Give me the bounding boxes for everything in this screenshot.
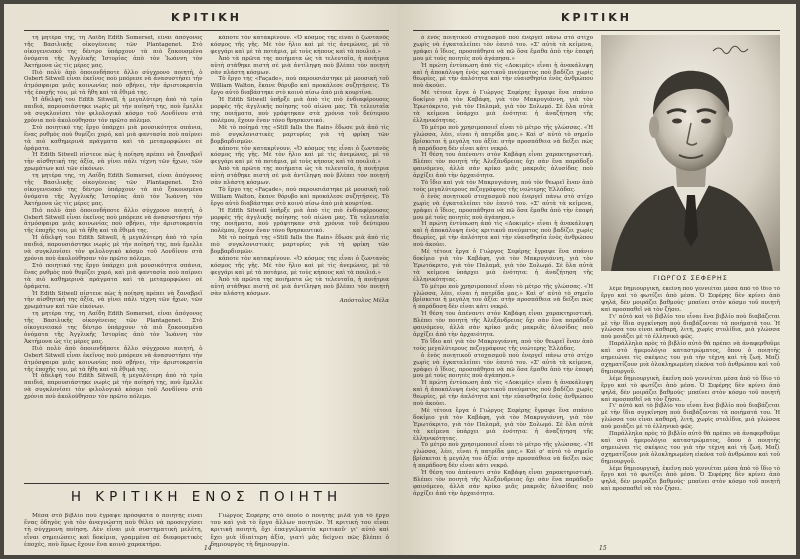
paragraph: ὁ ἐνὸς ποιητικοῦ στοχασμοῦ ποὺ ἐνεργεῖ πάνω στὸ στίχο χωρὶς νὰ ἐγκαταλείπει τὸν ἑαυτό του. «Σ' αὐτὰ τὰ κείμενα, γράφει ὁ ἴδιος, προσπάθησα νὰ πῶ ὅσα ἔμαθα ἀπὸ τὴν ἐπαφή μου μὲ τοὺς ποιητὲς ποὺ ἀγάπησα.» — [413, 193, 593, 221]
paragraph: κάποτε τὸν κατακρίνουν. «Ὁ κόσμος της εἶναι ὁ ζωντανὸς κόσμος τῆς γῆς. Μὲ τὸν ἥλιο καὶ μὲ τὶς ἀνεμώνες, μὲ τὸ φεγγάρι καὶ μὲ τὰ ποτάμια, μὲ τοὺς κήπους καὶ τὰ πουλιά.» — [210, 35, 389, 55]
left-top-columns — [24, 35, 389, 479]
paragraph: Ἡ θέση του ἀπέναντι στὸν Καβάφη εἶναι χαρακτηριστική. Βλέπει τὸν ποιητὴ τῆς Ἀλεξάνδρειας ὄχι σὰν ἕνα παράδοξο φαινόμενο, ἀλλὰ σὰν κρίκο μιᾶς μακριᾶς ἁλυσίδας ποὺ ἀρχίζει ἀπὸ τὴν ἀρχαιότητα. — [413, 470, 593, 497]
paragraph: Στὸ ποιητικό της ἔργο ὑπάρχει μιὰ μουσικότητα σπάνια, ἕνας ρυθμὸς ποὺ θυμίζει χορό, καὶ μιὰ φαντασία ποὺ παίρνει τὰ πιὸ καθημερινὰ πράγματα καὶ τὰ μεταμορφώνει σὲ ὁράματα. — [24, 262, 203, 290]
paragraph: τη μητέρα της, τη Λαίδη Edith Somerset, είναι ἀπόγονος τῆς Βασιλικῆς οἰκογένειας τῶν Plantagenet. Στὸ οἰκογενειακό της δέντρο ὑπάρχουν τὰ πιὸ ξακουσμένα ὀνόματα τῆς Ἀγγλικῆς Ἱστορίας ἀπὸ τὸν Ἰωάννη τὸν Ἀκτήμονα ὡς τὶς μέρες μας. — [24, 35, 203, 69]
paragraph: Ἀπὸ τὰ πρῶτα της ποιήματα ὡς τὰ τελευταῖα, ἡ ποιήτρια αὐτὴ στάθηκε πιστὴ σὲ μιὰ ἀντίληψη ποὺ βλέπει τὸν ποιητὴ σὰν πλάστη κόσμων. — [210, 276, 389, 297]
right-body — [413, 35, 780, 555]
paragraph: Παράλληλα πρὸς τὸ βιβλίο αὐτὸ θὰ πρέπει νὰ ἀναφερθοῦμε καὶ στὸ ἡμερολόγιο καταστρώματος, ὅπου ὁ ποιητὴς σημειώνει τὶς σκέψεις του γιὰ τὴν τέχνη καὶ τὴ ζωή. Μαζὶ σχηματίζουν μιὰ ὁλοκληρωμένη εἰκόνα τοῦ ἀνθρώπου καὶ τοῦ δημιουργοῦ. — [601, 431, 780, 465]
paragraph: Πιὸ πολὺ ἀπὸ ὁποιονδήποτε ἄλλο σύγχρονο ποιητή, ὁ Osbert Sitwell εἶναι ἐκεῖνος ποὺ μπόρεσε νὰ ἀνασυστήσει τὴν ἀτμόσφαιρα μιᾶς κοινωνίας ποὺ σβήνει, τὴν ἀριστοκρατία τῆς ἐποχῆς του, μὲ τὰ ἤθη καὶ τὰ ἔθιμά της. — [24, 69, 203, 97]
paragraph: Ἡ Edith Sitwell ὑπῆρξε μιὰ ἀπὸ τὶς πιὸ ἐνδιαφέρουσες μορφὲς τῆς ἀγγλικῆς ποίησης τοῦ αἰώνα μας. Τὰ τελευταῖα της ποιήματα, ποὺ γράφτηκαν στὰ χρόνια τοῦ δεύτερου πολέμου, ἔχουν ἕναν τόνο θρησκευτικό. — [210, 97, 389, 124]
paragraph: Τὸ ἴδιο καὶ γιὰ τὸν Μακρυγιάννη, ποὺ τὸν θεωρεῖ ἕναν ἀπὸ τοὺς μεγαλύτερους πεζογράφους τῆς νεώτερης Ἑλλάδας. — [413, 338, 593, 352]
author-signature: Απόστολος Μέλα — [339, 298, 389, 305]
paragraph: Γι' αὐτὸ καὶ τὸ βιβλίο του εἶναι ἕνα βιβλίο ποὺ διαβάζεται μὲ τὴν ἴδια συγκίνηση ποὺ διαβάζονται τὰ ποιήματά του. Ἡ γλώσσα του εἶναι καθαρή, λιτή, χωρὶς στολίδια, μιὰ γλώσσα ποὺ μοιάζει μὲ τὸ ἑλληνικὸ φῶς. — [601, 403, 780, 431]
paragraph: Μὲ τέτοια ἔργα ὁ Γιώργος Σεφέρης ἔγραψε ἕνα σπάνιο δοκίμιο γιὰ τὸν Καβάφη, γιὰ τὸν Μακρυγιάννη, γιὰ τὸν Ἐρωτόκριτο, γιὰ τὸν Παλαμᾶ, γιὰ τὸν Σολωμό. Σὲ ὅλα αὐτὰ τὰ κείμενα ὑπάρχει μιὰ ἐνότητα: ἡ ἀναζήτηση τῆς ἑλληνικότητας. — [413, 407, 593, 442]
paragraph: Πιὸ πολὺ ἀπὸ ὁποιονδήποτε ἄλλο σύγχρονο ποιητή, ὁ Osbert Sitwell εἶναι ἐκεῖνος ποὺ μπόρεσε νὰ ἀνασυστήσει τὴν ἀτμόσφαιρα μιᾶς κοινωνίας ποὺ σβήνει, τὴν ἀριστοκρατία τῆς ἐποχῆς του, μὲ τὰ ἤθη καὶ τὰ ἔθιμά της. — [24, 207, 203, 235]
paragraph: Ἡ Edith Sitwell πίστευε πὼς ἡ ποίηση πρέπει νὰ ξαναβρεῖ τὴν αἰσθητική της ἀξία, νὰ γίνει πάλι τέχνη τῶν ἤχων, τῶν χρωμάτων καὶ τῶν εἰκόνων. — [24, 290, 203, 311]
portrait-illustration — [601, 35, 780, 271]
running-head-right: ΚΡΙΤΙΚΗ — [413, 4, 780, 31]
left-bottom-column-2 — [211, 513, 390, 555]
right-column-2 — [601, 286, 780, 555]
paragraph: ὁ ἐνὸς ποιητικοῦ στοχασμοῦ ποὺ ἐνεργεῖ πάνω στὸ στίχο χωρὶς νὰ ἐγκαταλείπει τὸν ἑαυτό του. «Σ' αὐτὰ τὰ κείμενα, γράφει ὁ ἴδιος, προσπάθησα νὰ πῶ ὅσα ἔμαθα ἀπὸ τὴν ἐπαφή μου μὲ τοὺς ποιητὲς ποὺ ἀγάπησα.» — [413, 352, 593, 380]
paragraph: Μὲ τέτοια ἔργα ὁ Γιώργος Σεφέρης ἔγραψε ἕνα σπάνιο δοκίμιο γιὰ τὸν Καβάφη, γιὰ τὸν Μακρυγιάννη, γιὰ τὸν Ἐρωτόκριτο, γιὰ τὸν Παλαμᾶ, γιὰ τὸν Σολωμό. Σὲ ὅλα αὐτὰ τὰ κείμενα ὑπάρχει μιὰ ἐνότητα: ἡ ἀναζήτηση τῆς ἑλληνικότητας. — [413, 90, 593, 124]
paragraph: κάποτε τὸν κατακρίνουν. «Ὁ κόσμος της εἶναι ὁ ζωντανὸς κόσμος τῆς γῆς. Μὲ τὸν ἥλιο καὶ μὲ τὶς ἀνεμώνες, μὲ τὸ φεγγάρι καὶ μὲ τὰ ποτάμια, μὲ τοὺς κήπους καὶ τὰ πουλιά.» — [210, 145, 389, 166]
paragraph: Ἡ Edith Sitwell πίστευε πὼς ἡ ποίηση πρέπει νὰ ξαναβρεῖ τὴν αἰσθητική της ἀξία, νὰ γίνει πάλι τέχνη τῶν ἤχων, τῶν χρωμάτων καὶ τῶν εἰκόνων. — [24, 152, 203, 173]
paragraph: λέμε δημιουργικὴ, ἐκεῖνη ποὺ γεννιέται μέσα ἀπὸ τὸ ἴδιο τὸ ἔργο καὶ τὸ φωτίζει ἀπὸ μέσα. Ὁ Σεφέρης δὲν κρίνει ἀπὸ ψηλά, δὲν μοιράζει βαθμούς· μπαίνει στὸν κόσμο τοῦ ποιητῆ καὶ προσπαθεῖ νὰ τὸν ζήσει. — [601, 465, 780, 493]
paragraph: Τὸ μέτρο ποὺ χρησιμοποιεῖ εἶναι τὸ μέτρο τῆς γλώσσας. «Ἡ γλώσσα, λέει, εἶναι ἡ πατρίδα μας.» Καὶ σ' αὐτὸ τὸ σημεῖο βρίσκεται ἡ μεγάλη του ἀξία: στὴν προσπάθεια νὰ δείξει πὼς ἡ παράδοση δὲν εἶναι κάτι νεκρό. — [413, 442, 593, 470]
paragraph: λέμε δημιουργικὴ, ἐκεῖνη ποὺ γεννιέται μέσα ἀπὸ τὸ ἴδιο τὸ ἔργο καὶ τὸ φωτίζει ἀπὸ μέσα. Ὁ Σεφέρης δὲν κρίνει ἀπὸ ψηλά, δὲν μοιράζει βαθμούς· μπαίνει στὸν κόσμο τοῦ ποιητῆ καὶ προσπαθεῖ νὰ τὸν ζήσει. — [601, 375, 780, 403]
paragraph: Τὸ ἴδιο καὶ γιὰ τὸν Μακρυγιάννη, ποὺ τὸν θεωρεῖ ἕναν ἀπὸ τοὺς μεγαλύτερους πεζογράφους τῆς νεώτερης Ἑλλάδας. — [413, 180, 593, 193]
paragraph: κάποτε τὸν κατακρίνουν. «Ὁ κόσμος της εἶναι ὁ ζωντανὸς κόσμος τῆς γῆς. Μὲ τὸν ἥλιο καὶ μὲ τὶς ἀνεμώνες, μὲ τὸ φεγγάρι καὶ μὲ τὰ ποτάμια, μὲ τοὺς κήπους καὶ τὰ πουλιά.» — [210, 256, 389, 276]
paragraph: Πιὸ πολὺ ἀπὸ ὁποιονδήποτε ἄλλο σύγχρονο ποιητή, ὁ Osbert Sitwell εἶναι ἐκεῖνος ποὺ μπόρεσε νὰ ἀνασυστήσει τὴν ἀτμόσφαιρα μιᾶς κοινωνίας ποὺ σβήνει, τὴν ἀριστοκρατία τῆς ἐποχῆς του, μὲ τὰ ἤθη καὶ τὰ ἔθιμά της. — [24, 345, 203, 373]
running-head-left: ΚΡΙΤΙΚΗ — [24, 4, 389, 31]
paragraph: Γι' αὐτὸ καὶ τὸ βιβλίο του εἶναι ἕνα βιβλίο ποὺ διαβάζεται μὲ τὴν ἴδια συγκίνηση ποὺ διαβάζονται τὰ ποιήματά του. Ἡ γλώσσα του εἶναι καθαρή, λιτή, χωρὶς στολίδια, μιὰ γλώσσα ποὺ μοιάζει μὲ τὸ ἑλληνικὸ φῶς. — [601, 313, 780, 341]
right-page — [399, 4, 796, 555]
paragraph: Μὲ τὸ ποίημά της «Still falls the Rain» ἔδωσε μιὰ ἀπὸ τὶς πιὸ συγκλονιστικὲς μαρτυρίες γιὰ τὴ φρίκη τῶν βομβαρδισμῶν. — [210, 124, 389, 145]
magazine-spread — [4, 4, 796, 555]
paragraph: Στὸ ποιητικό της ἔργο ὑπάρχει μιὰ μουσικότητα σπάνια, ἕνας ρυθμὸς ποὺ θυμίζει χορό, καὶ μιὰ φαντασία ποὺ παίρνει τὰ πιὸ καθημερινὰ πράγματα καὶ τὰ μεταμορφώνει σὲ ὁράματα. — [24, 124, 203, 152]
paragraph: Παράλληλα πρὸς τὸ βιβλίο αὐτὸ θὰ πρέπει νὰ ἀναφερθοῦμε καὶ στὸ ἡμερολόγιο καταστρώματος, ὅπου ὁ ποιητὴς σημειώνει τὶς σκέψεις του γιὰ τὴν τέχνη καὶ τὴ ζωή. Μαζὶ σχηματίζουν μιὰ ὁλοκληρωμένη εἰκόνα τοῦ ἀνθρώπου καὶ τοῦ δημιουργοῦ. — [601, 341, 780, 375]
paragraph: Ἡ θέση του ἀπέναντι στὸν Καβάφη εἶναι χαρακτηριστική. Βλέπει τὸν ποιητὴ τῆς Ἀλεξάνδρειας ὄχι σὰν ἕνα παράδοξο φαινόμενο, ἀλλὰ σὰν κρίκο μιᾶς μακριᾶς ἁλυσίδας ποὺ ἀρχίζει ἀπὸ τὴν ἀρχαιότητα. — [413, 152, 593, 180]
paragraph: Ἡ πρώτη ἐντύπωση ἀπὸ τὶς «Δοκιμές» εἶναι ἡ ἀνακάλυψη καὶ ἡ ἀποκάλυψη ἑνὸς κριτικοῦ πνεύματος ποὺ βαδίζει χωρὶς θεωρίες, μὲ τὴν ἁπλότητα καὶ τὴν εὐαισθησία ἑνὸς ἀνθρώπου ποὺ ἀκούει. — [413, 380, 593, 408]
paragraph: Ἡ πρώτη ἐντύπωση ἀπὸ τὶς «Δοκιμές» εἶναι ἡ ἀνακάλυψη καὶ ἡ ἀποκάλυψη ἑνὸς κριτικοῦ πνεύματος ποὺ βαδίζει χωρὶς θεωρίες, μὲ τὴν ἁπλότητα καὶ τὴν εὐαισθησία ἑνὸς ἀνθρώπου ποὺ ἀκούει. — [413, 62, 593, 90]
paragraph: Τὸ μέτρο ποὺ χρησιμοποιεῖ εἶναι τὸ μέτρο τῆς γλώσσας. «Ἡ γλώσσα, λέει, εἶναι ἡ πατρίδα μας.» Καὶ σ' αὐτὸ τὸ σημεῖο βρίσκεται ἡ μεγάλη του ἀξία: στὴν προσπάθεια νὰ δείξει πὼς ἡ παράδοση δὲν εἶναι κάτι νεκρό. — [413, 124, 593, 152]
paragraph: Γιώργος Σεφέρης στὸ ὁποῖο ὁ ποιητὴς μιλᾶ γιὰ τὸ ἔργο του καὶ γιὰ τὸ ἔργο ἄλλων ποιητῶν. Ἡ κριτική του εἶναι κριτικὴ ποιητή, ὄχι ἐπαγγελματία κριτικοῦ· γι' αὐτὸ καὶ ἔχει μιὰ ἰδιαίτερη ἀξία, γιατὶ μᾶς δείχνει πῶς βλέπει ὁ δημιουργὸς τὴ δημιουργία. — [210, 513, 389, 548]
left-column-1 — [24, 35, 203, 479]
paragraph: Ἀπὸ τὰ πρῶτα της ποιήματα ὡς τὰ τελευταῖα, ἡ ποιήτρια αὐτὴ στάθηκε πιστὴ σὲ μιὰ ἀντίληψη ποὺ βλέπει τὸν ποιητὴ σὰν πλάστη κόσμων. — [210, 55, 389, 76]
paragraph: Μὲ τὸ ποίημά της «Still falls the Rain» ἔδωσε μιὰ ἀπὸ τὶς πιὸ συγκλονιστικὲς μαρτυρίες γιὰ τὴ φρίκη τῶν βομβαρδισμῶν. — [210, 235, 389, 256]
paragraph: Μὲ τέτοια ἔργα ὁ Γιώργος Σεφέρης ἔγραψε ἕνα σπάνιο δοκίμιο γιὰ τὸν Καβάφη, γιὰ τὸν Μακρυγιάννη, γιὰ τὸν Ἐρωτόκριτο, γιὰ τὸν Παλαμᾶ, γιὰ τὸν Σολωμό. Σὲ ὅλα αὐτὰ τὰ κείμενα ὑπάρχει μιὰ ἐνότητα: ἡ ἀναζήτηση τῆς ἑλληνικότητας. — [413, 249, 593, 283]
paragraph: Ἡ ἀδελφή του Edith Sitwell, ἡ μεγαλύτερη ἀπὸ τὰ τρία παιδιά, παρουσιάστηκε νωρὶς μὲ τὴν ποίησή της, ποὺ ἔμελλε νὰ συγκλονίσει τὸν φιλολογικὸ κόσμο τοῦ Λονδίνου στὰ χρόνια ποὺ ἀκολούθησαν τὸν πρῶτο πόλεμο. — [24, 373, 203, 401]
paragraph: Μέσα στὸ βιβλίο ποὺ ἔγραψε πρόσφατα ὁ ποιητὴς εἶναι ἕνας ὁδηγὸς γιὰ τὸν ἀναγνώστη ποὺ θέλει νὰ προσεγγίσει τὴ σύγχρονη ποίηση. Δὲν εἶναι μιὰ συστηματικὴ μελέτη, εἶναι σημειώσεις καὶ δοκίμια, γραμμένα σὲ διαφορετικὲς ἐποχὲς, ποὺ ὅμως ἔχουν ἕνα κοινὸ χαρακτήρα. — [24, 513, 203, 548]
right-column-1 — [413, 35, 593, 549]
left-bottom-column-1 — [24, 513, 203, 555]
paragraph: Τὸ ἔργο της «Façade», ποὺ παρουσιάστηκε μὲ μουσικὴ τοῦ William Walton, ἔκανε θόρυβο καὶ προκάλεσε συζητήσεις. Τὸ ἔργο αὐτὸ διαβάστηκε στὸ κοινὸ πίσω ἀπὸ μιὰ κουρτίνα. — [210, 186, 389, 207]
paragraph: ὁ ἐνὸς ποιητικοῦ στοχασμοῦ ποὺ ἐνεργεῖ πάνω στὸ στίχο χωρὶς νὰ ἐγκαταλείπει τὸν ἑαυτό του. «Σ' αὐτὰ τὰ κείμενα, γράφει ὁ ἴδιος, προσπάθησα νὰ πῶ ὅσα ἔμαθα ἀπὸ τὴν ἐπαφή μου μὲ τοὺς ποιητὲς ποὺ ἀγάπησα.» — [413, 35, 593, 62]
paragraph: τη μητέρα της, τη Λαίδη Edith Somerset, είναι ἀπόγονος τῆς Βασιλικῆς οἰκογένειας τῶν Plantagenet. Στὸ οἰκογενειακό της δέντρο ὑπάρχουν τὰ πιὸ ξακουσμένα ὀνόματα τῆς Ἀγγλικῆς Ἱστορίας ἀπὸ τὸν Ἰωάννη τὸν Ἀκτήμονα ὡς τὶς μέρες μας. — [24, 173, 203, 207]
paragraph: Τὸ ἔργο της «Façade», ποὺ παρουσιάστηκε μὲ μουσικὴ τοῦ William Walton, ἔκανε θόρυβο καὶ προκάλεσε συζητήσεις. Τὸ ἔργο αὐτὸ διαβάστηκε στὸ κοινὸ πίσω ἀπὸ μιὰ κουρτίνα. — [210, 76, 389, 97]
paragraph: Ἀπὸ τὰ πρῶτα της ποιήματα ὡς τὰ τελευταῖα, ἡ ποιήτρια αὐτὴ στάθηκε πιστὴ σὲ μιὰ ἀντίληψη ποὺ βλέπει τὸν ποιητὴ σὰν πλάστη κόσμων. — [210, 166, 389, 187]
right-column-1-wrapper — [413, 35, 593, 555]
page-number-left: 14 — [204, 545, 212, 552]
page-number-right: 15 — [599, 545, 607, 552]
right-column-2-wrapper — [601, 35, 780, 555]
portrait-caption: ΓΙΩΡΓΟΣ ΣΕΦΕΡΗΣ — [653, 274, 728, 282]
portrait-photo — [601, 35, 780, 271]
paragraph: Ἡ Edith Sitwell ὑπῆρξε μιὰ ἀπὸ τὶς πιὸ ἐνδιαφέρουσες μορφὲς τῆς ἀγγλικῆς ποίησης τοῦ αἰώνα μας. Τὰ τελευταῖα της ποιήματα, ποὺ γράφτηκαν στὰ χρόνια τοῦ δεύτερου πολέμου, ἔχουν ἕναν τόνο θρησκευτικό. — [210, 207, 389, 235]
paragraph: τη μητέρα της, τη Λαίδη Edith Somerset, είναι ἀπόγονος τῆς Βασιλικῆς οἰκογένειας τῶν Plantagenet. Στὸ οἰκογενειακό της δέντρο ὑπάρχουν τὰ πιὸ ξακουσμένα ὀνόματα τῆς Ἀγγλικῆς Ἱστορίας ἀπὸ τὸν Ἰωάννη τὸν Ἀκτήμονα ὡς τὶς μέρες μας. — [24, 311, 203, 345]
article-title: Η ΚΡΙΤΙΚΗ ΕΝΟΣ ΠΟΙΗΤΗ — [24, 483, 389, 505]
paragraph: Ἡ ἀδελφή του Edith Sitwell, ἡ μεγαλύτερη ἀπὸ τὰ τρία παιδιά, παρουσιάστηκε νωρὶς μὲ τὴν ποίησή της, ποὺ ἔμελλε νὰ συγκλονίσει τὸν φιλολογικὸ κόσμο τοῦ Λονδίνου στὰ χρόνια ποὺ ἀκολούθησαν τὸν πρῶτο πόλεμο. — [24, 97, 203, 124]
paragraph: Ἡ πρώτη ἐντύπωση ἀπὸ τὶς «Δοκιμές» εἶναι ἡ ἀνακάλυψη καὶ ἡ ἀποκάλυψη ἑνὸς κριτικοῦ πνεύματος ποὺ βαδίζει χωρὶς θεωρίες, μὲ τὴν ἁπλότητα καὶ τὴν εὐαισθησία ἑνὸς ἀνθρώπου ποὺ ἀκούει. — [413, 221, 593, 249]
paragraph: Ἡ θέση του ἀπέναντι στὸν Καβάφη εἶναι χαρακτηριστική. Βλέπει τὸν ποιητὴ τῆς Ἀλεξάνδρειας ὄχι σὰν ἕνα παράδοξο φαινόμενο, ἀλλὰ σὰν κρίκο μιᾶς μακριᾶς ἁλυσίδας ποὺ ἀρχίζει ἀπὸ τὴν ἀρχαιότητα. — [413, 311, 593, 338]
paragraph: Τὸ μέτρο ποὺ χρησιμοποιεῖ εἶναι τὸ μέτρο τῆς γλώσσας. «Ἡ γλώσσα, λέει, εἶναι ἡ πατρίδα μας.» Καὶ σ' αὐτὸ τὸ σημεῖο βρίσκεται ἡ μεγάλη του ἀξία: στὴν προσπάθεια νὰ δείξει πὼς ἡ παράδοση δὲν εἶναι κάτι νεκρό. — [413, 283, 593, 311]
left-column-2 — [211, 35, 390, 479]
paragraph: Ἡ ἀδελφή του Edith Sitwell, ἡ μεγαλύτερη ἀπὸ τὰ τρία παιδιά, παρουσιάστηκε νωρὶς μὲ τὴν ποίησή της, ποὺ ἔμελλε νὰ συγκλονίσει τὸν φιλολογικὸ κόσμο τοῦ Λονδίνου στὰ χρόνια ποὺ ἀκολούθησαν τὸν πρῶτο πόλεμο. — [24, 235, 203, 262]
left-page — [4, 4, 399, 555]
paragraph: λέμε δημιουργικὴ, ἐκεῖνη ποὺ γεννιέται μέσα ἀπὸ τὸ ἴδιο τὸ ἔργο καὶ τὸ φωτίζει ἀπὸ μέσα. Ὁ Σεφέρης δὲν κρίνει ἀπὸ ψηλά, δὲν μοιράζει βαθμούς· μπαίνει στὸν κόσμο τοῦ ποιητῆ καὶ προσπαθεῖ νὰ τὸν ζήσει. — [601, 286, 780, 313]
